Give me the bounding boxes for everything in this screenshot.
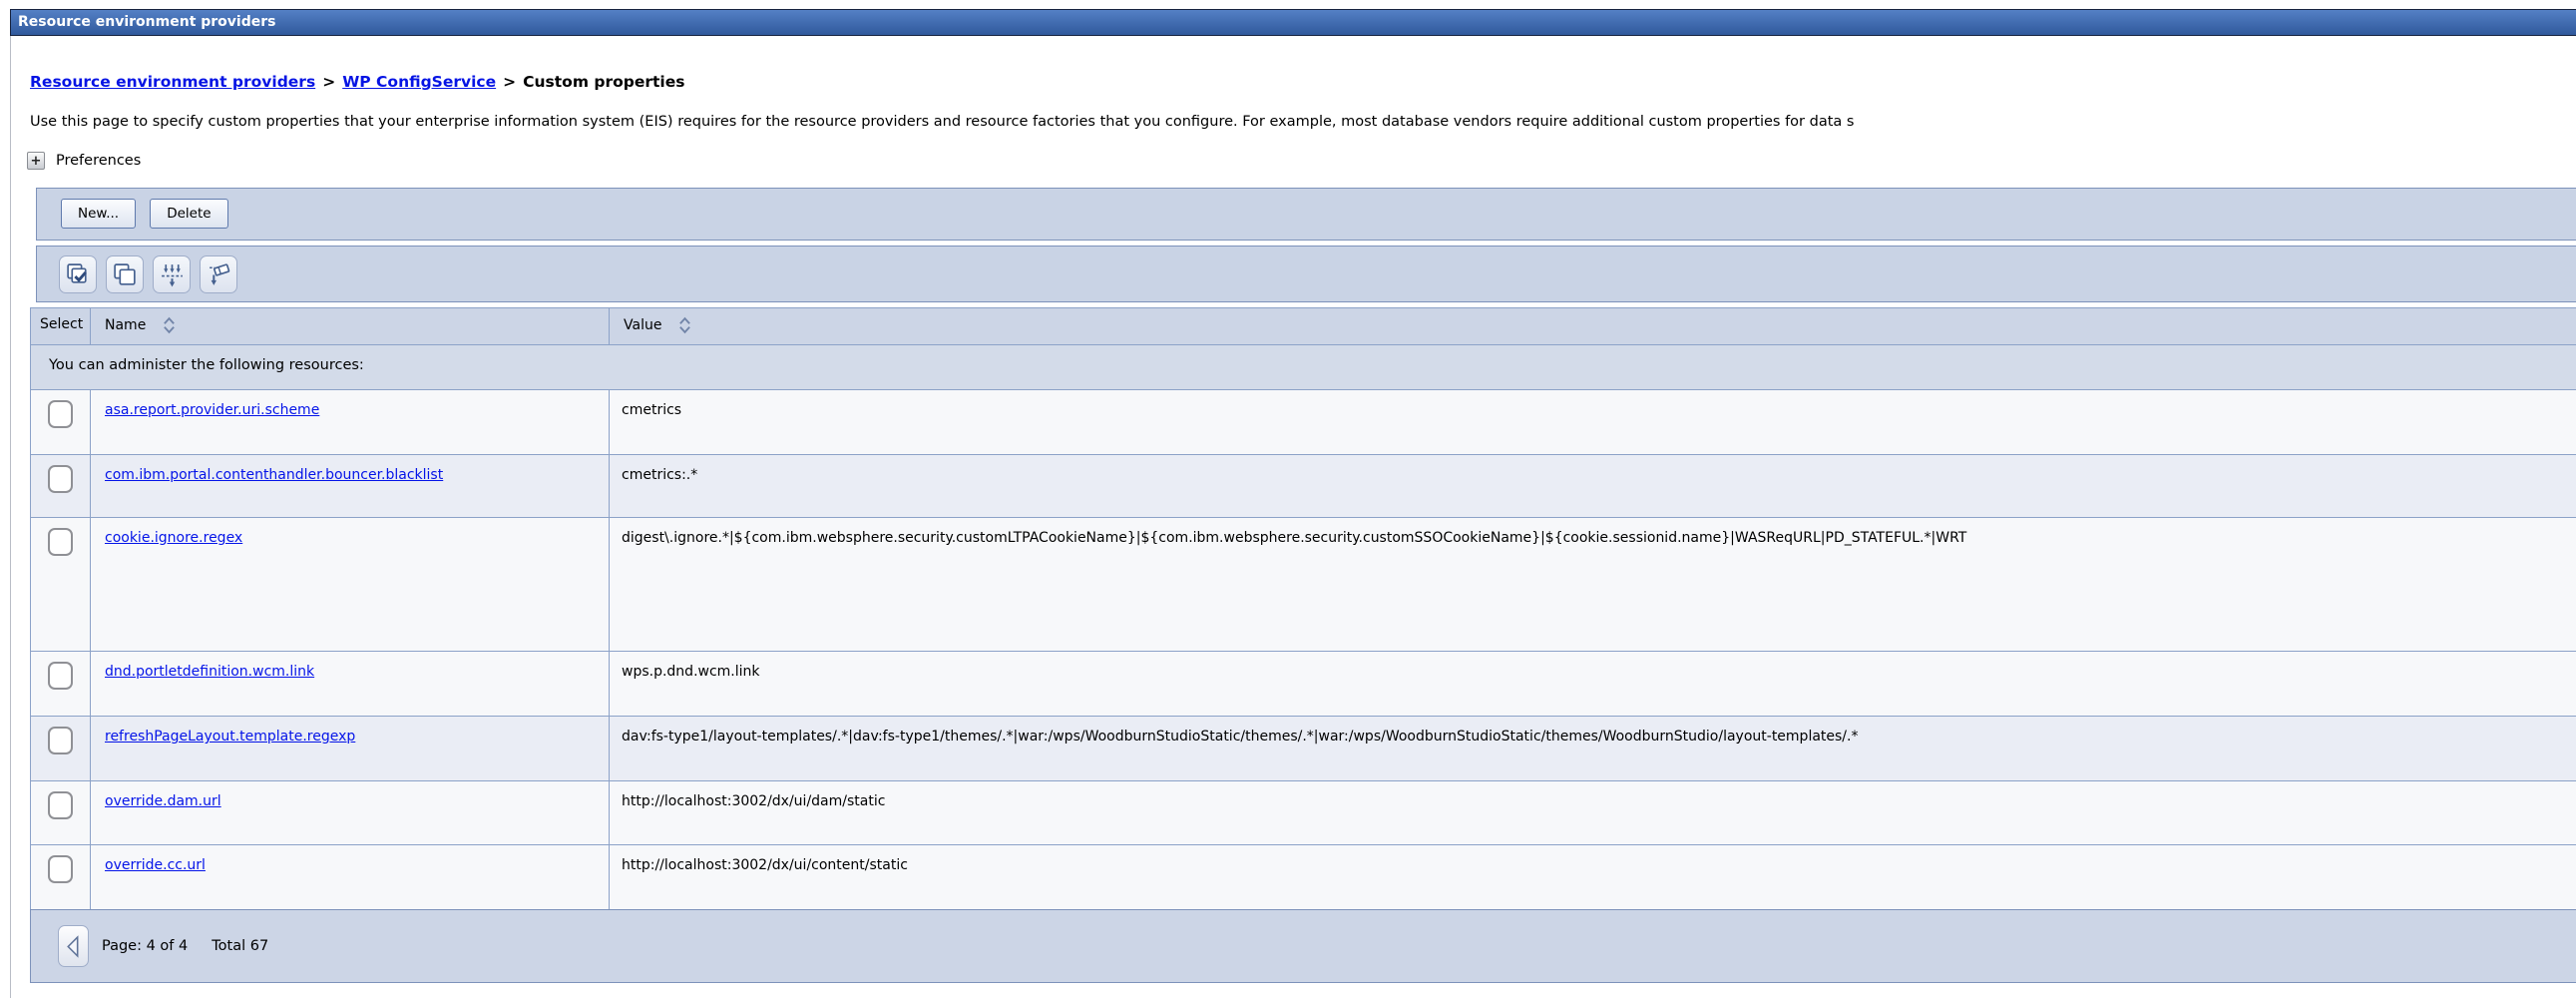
property-name-link[interactable]: com.ibm.portal.contenthandler.bouncer.blacklist	[105, 467, 444, 483]
row-checkbox[interactable]	[48, 662, 73, 690]
table-header-row	[31, 308, 2576, 345]
table-row	[31, 390, 2576, 455]
property-name-link[interactable]: cookie.ignore.regex	[105, 530, 243, 546]
name-cell	[91, 390, 610, 455]
property-value: http://localhost:3002/dx/ui/content/static	[622, 857, 908, 873]
page-indicator: Page: 4 of 4	[102, 938, 189, 954]
show-filter-icon[interactable]	[153, 255, 191, 293]
select-cell	[31, 845, 91, 910]
select-column-header: Select	[31, 308, 91, 345]
row-checkbox[interactable]	[48, 855, 73, 883]
name-cell	[91, 781, 610, 845]
row-checkbox[interactable]	[48, 528, 73, 556]
property-value: cmetrics	[622, 402, 682, 418]
property-value: digest\.ignore.*|${com.ibm.websphere.security.customLTPACookieName}|${com.ibm.websphere.security.customSSOCookieName}|${cookie.sessionid.name}|WASReqURL|PD_STATEFUL.*|WRT	[622, 530, 1967, 546]
table-caption: You can administer the following resources:	[31, 345, 2576, 390]
name-cell	[91, 652, 610, 717]
value-cell	[610, 455, 2576, 518]
panel-left-border	[10, 36, 11, 998]
window-title-bar	[10, 9, 2576, 36]
value-cell	[610, 845, 2576, 910]
select-cell	[31, 652, 91, 717]
value-column-label: Value	[624, 317, 662, 333]
table-row	[31, 717, 2576, 781]
breadcrumb-separator: >	[322, 73, 336, 91]
breadcrumb-separator: >	[503, 73, 517, 91]
page-description: Use this page to specify custom properties that your enterprise information system (EIS) requires for the resource providers and resource factories that you configure. For example, most database vendors require additional custom properties for data s	[30, 114, 1855, 130]
property-name-link[interactable]: asa.report.provider.uri.scheme	[105, 402, 320, 418]
select-cell	[31, 717, 91, 781]
property-value: http://localhost:3002/dx/ui/dam/static	[622, 793, 886, 809]
row-checkbox[interactable]	[48, 727, 73, 754]
value-column-header	[610, 308, 2576, 345]
row-checkbox[interactable]	[48, 400, 73, 428]
select-cell	[31, 518, 91, 652]
previous-page-icon[interactable]	[58, 925, 89, 967]
sort-icon[interactable]	[678, 316, 691, 334]
row-checkbox[interactable]	[48, 791, 73, 819]
row-checkbox[interactable]	[48, 465, 73, 493]
property-value: cmetrics:.*	[622, 467, 698, 483]
property-name-link[interactable]: refreshPageLayout.template.regexp	[105, 729, 356, 745]
pagination-bar	[30, 909, 2576, 983]
value-cell	[610, 781, 2576, 845]
clear-filter-icon[interactable]	[200, 255, 237, 293]
property-value: dav:fs-type1/layout-templates/.*|dav:fs-type1/themes/.*|war:/wps/WoodburnStudioStatic/themes/.*|war:/wps/WoodburnStudioStatic/themes/WoodburnStudio/layout-templates/.*	[622, 729, 1859, 745]
new-button[interactable]: New...	[61, 199, 136, 229]
property-name-link[interactable]: override.cc.url	[105, 857, 206, 873]
property-name-link[interactable]: dnd.portletdefinition.wcm.link	[105, 664, 315, 680]
value-cell	[610, 717, 2576, 781]
value-cell	[610, 390, 2576, 455]
breadcrumb-link-resource-environment-providers[interactable]: Resource environment providers	[30, 73, 316, 91]
total-count: Total 67	[212, 938, 269, 954]
value-cell	[610, 518, 2576, 652]
sort-icon[interactable]	[163, 316, 176, 334]
property-value: wps.p.dnd.wcm.link	[622, 664, 760, 680]
window-title: Resource environment providers	[18, 14, 276, 30]
deselect-all-icon[interactable]	[106, 255, 144, 293]
delete-button[interactable]: Delete	[150, 199, 227, 229]
table-row	[31, 652, 2576, 717]
breadcrumb	[30, 73, 684, 91]
name-cell	[91, 717, 610, 781]
table-caption-row	[31, 345, 2576, 390]
name-cell	[91, 455, 610, 518]
breadcrumb-current-custom-properties: Custom properties	[523, 73, 685, 91]
table-toolbar	[36, 246, 2576, 302]
preferences-section	[27, 152, 141, 170]
preferences-label: Preferences	[56, 153, 142, 169]
name-cell	[91, 518, 610, 652]
table-row	[31, 518, 2576, 652]
select-cell	[31, 455, 91, 518]
property-name-link[interactable]: override.dam.url	[105, 793, 221, 809]
breadcrumb-link-wp-configservice[interactable]: WP ConfigService	[342, 73, 497, 91]
select-cell	[31, 781, 91, 845]
select-all-icon[interactable]	[59, 255, 97, 293]
table-row	[31, 455, 2576, 518]
table-row	[31, 781, 2576, 845]
name-cell	[91, 845, 610, 910]
action-button-bar	[36, 188, 2576, 241]
select-cell	[31, 390, 91, 455]
custom-properties-table	[30, 307, 2576, 910]
value-cell	[610, 652, 2576, 717]
table-row	[31, 845, 2576, 910]
name-column-label: Name	[105, 317, 147, 333]
expand-icon[interactable]: +	[27, 152, 45, 170]
name-column-header	[91, 308, 610, 345]
